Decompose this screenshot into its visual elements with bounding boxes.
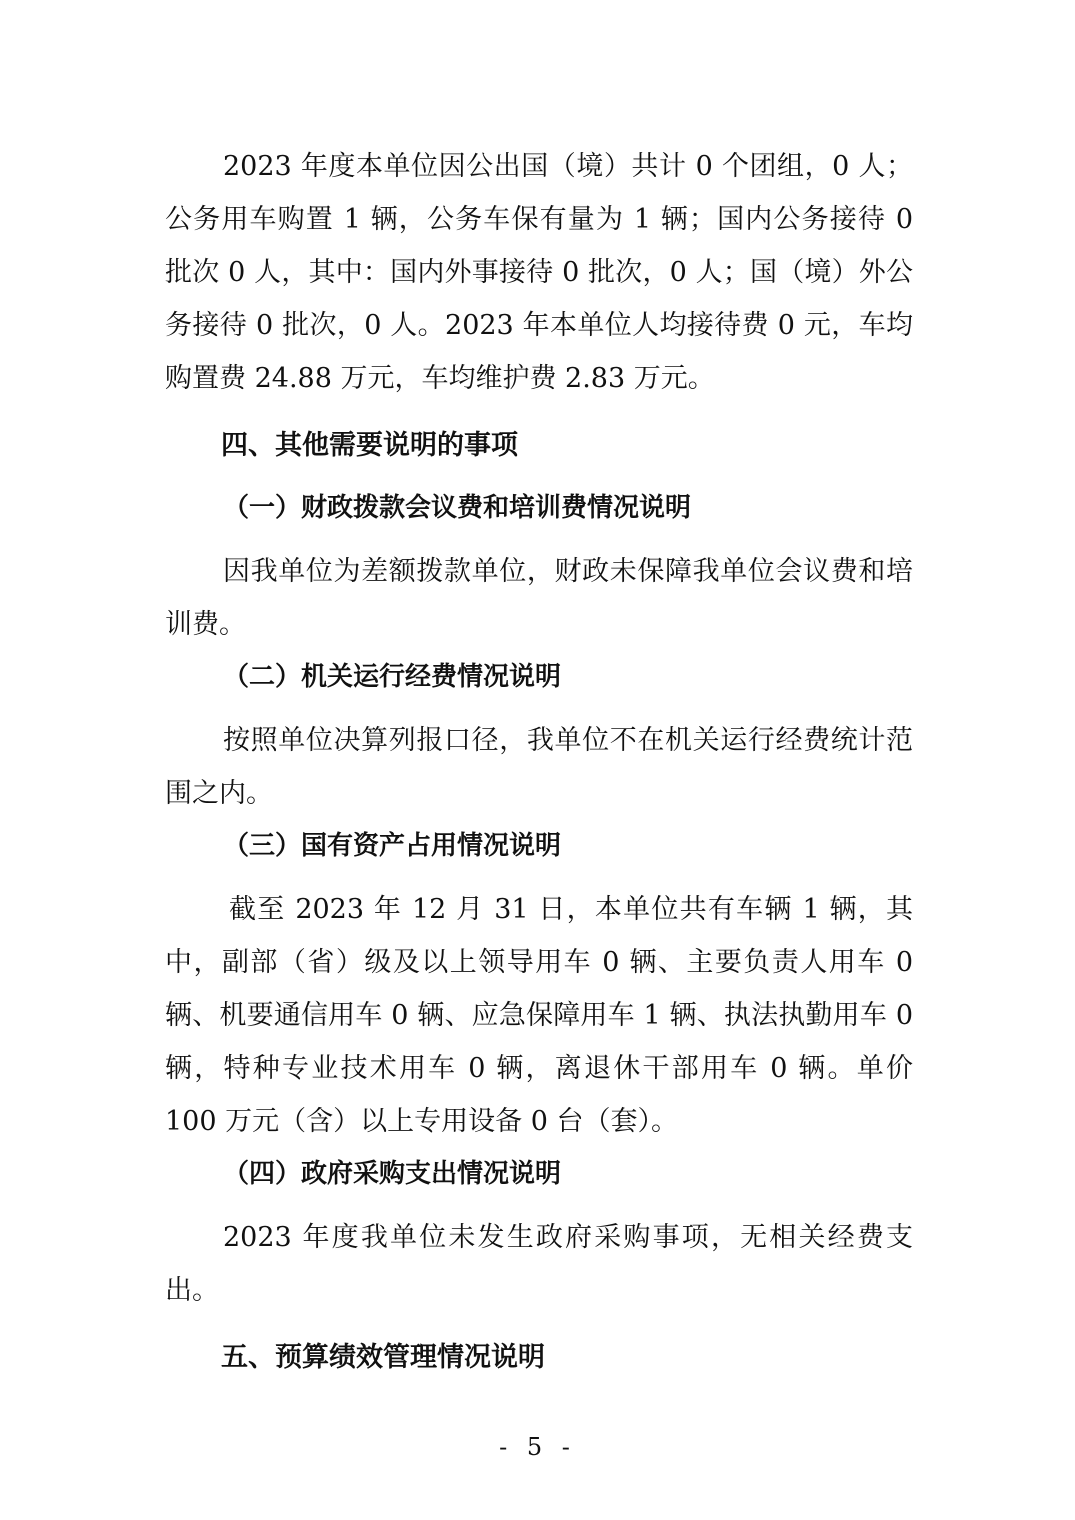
subheading-meeting-training-fees: （一）财政拨款会议费和培训费情况说明	[223, 493, 692, 523]
subheading-state-assets: （三）国有资产占用情况说明	[223, 831, 562, 861]
paragraph-operating-expenses: 按照单位决算列报口径，我单位不在机关运行经费统计范围之内。	[165, 725, 913, 809]
section-heading-performance-management: 五、预算绩效管理情况说明	[221, 1342, 545, 1373]
section-heading-other-matters: 四、其他需要说明的事项	[221, 430, 518, 461]
paragraph-official-travel-summary: 2023 年度本单位因公出国（境）共计 0 个团组，0 人；公务用车购置 1 辆，公务车保有量为 1 辆；国内公务接待 0 批次 0 人，其中：国内外事接待 0 批次，0 人；国（境）外公务接待 0 批次，0 人。2023 年本单位人均接待费 0 元，车均购置费 24.88 万元，车均维护费 2.83 万元。	[165, 151, 913, 394]
paragraph-government-procurement: 2023 年度我单位未发生政府采购事项，无相关经费支出。	[165, 1222, 913, 1306]
subheading-operating-expenses: （二）机关运行经费情况说明	[223, 662, 562, 692]
page-number: - 5 -	[499, 1433, 576, 1461]
subheading-government-procurement: （四）政府采购支出情况说明	[223, 1159, 562, 1189]
document-body	[165, 140, 913, 1384]
paragraph-meeting-training-fees: 因我单位为差额拨款单位，财政未保障我单位会议费和培训费。	[165, 556, 913, 640]
paragraph-state-assets: 截至 2023 年 12 月 31 日，本单位共有车辆 1 辆，其中，副部（省）级及以上领导用车 0 辆、主要负责人用车 0 辆、机要通信用车 0 辆、应急保障用车 1 辆、执法执勤用车 0 辆，特种专业技术用车 0 辆，离退休干部用车 0 辆。单价 100 万元（含）以上专用设备 0 台（套）。	[165, 894, 913, 1137]
